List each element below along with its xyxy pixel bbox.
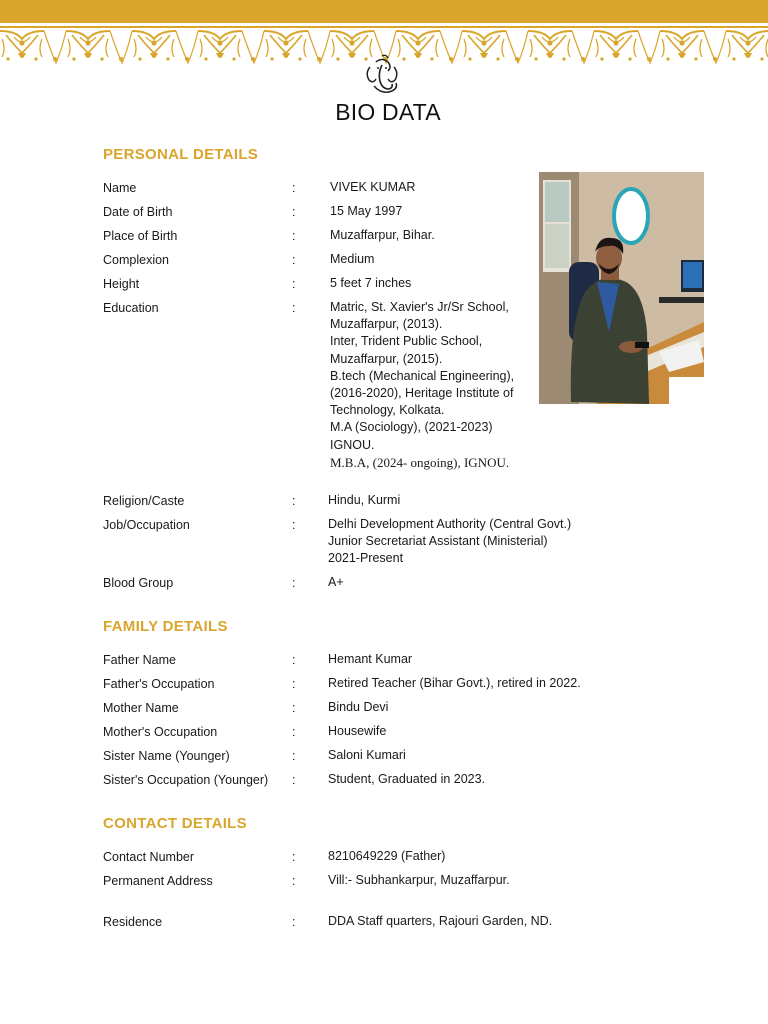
education-line: IGNOU. (330, 437, 375, 452)
field-label-mother-occupation: Mother's Occupation (103, 725, 218, 739)
field-label-complexion: Complexion (103, 253, 170, 267)
field-label-height: Height (103, 277, 140, 291)
field-value-blood-group: A+ (328, 575, 344, 589)
field-value-sister-name: Saloni Kumari (328, 748, 406, 762)
field-separator: : (292, 677, 296, 691)
education-line: Matric, St. Xavier's Jr/Sr School, (330, 300, 509, 314)
education-line: Technology, Kolkata. (330, 403, 445, 418)
field-value-mother-occupation: Housewife (328, 724, 387, 738)
field-label-father-name: Father Name (103, 653, 176, 667)
field-separator: : (292, 301, 296, 315)
section-heading-family: FAMILY DETAILS (103, 618, 228, 635)
education-line: M.B.A, (2024- ongoing), IGNOU. (330, 454, 510, 470)
education-line: Muzaffarpur, (2015). (330, 351, 443, 366)
field-label-father-occupation: Father's Occupation (103, 677, 215, 691)
field-label-sister-occupation: Sister's Occupation (Younger) (103, 773, 269, 787)
education-line: Inter, Trident Public School, (330, 334, 483, 349)
section-heading-personal: PERSONAL DETAILS (103, 146, 259, 163)
field-separator: : (292, 773, 296, 787)
field-value-sister-occupation: Student, Graduated in 2023. (328, 772, 486, 786)
field-value-complexion: Medium (330, 252, 375, 266)
field-separator: : (292, 253, 296, 267)
field-value-job (328, 516, 571, 568)
field-separator: : (292, 725, 296, 739)
ganesha-icon (362, 53, 402, 97)
field-label-place-of-birth: Place of Birth (103, 229, 178, 243)
page-title: BIO DATA (335, 99, 441, 125)
field-separator: : (292, 915, 296, 929)
field-label-contact-number: Contact Number (103, 850, 195, 864)
field-value-dob: 15 May 1997 (330, 204, 403, 218)
header-gold-line (0, 26, 768, 28)
field-value-mother-name: Bindu Devi (328, 700, 389, 714)
field-value-father-name: Hemant Kumar (328, 652, 413, 666)
education-line: B.tech (Mechanical Engineering), (330, 368, 515, 383)
field-label-religion: Religion/Caste (103, 494, 185, 508)
field-separator: : (292, 749, 296, 763)
field-value-name: VIVEK KUMAR (330, 180, 416, 194)
field-separator: : (292, 229, 296, 243)
field-value-contact-number: 8210649229 (Father) (328, 849, 446, 863)
field-value-place-of-birth: Muzaffarpur, Bihar. (330, 228, 435, 242)
field-label-education: Education (103, 301, 159, 315)
field-label-blood-group: Blood Group (103, 576, 174, 590)
field-separator: : (292, 701, 296, 715)
field-separator: : (292, 205, 296, 219)
field-label-job: Job/Occupation (103, 518, 190, 532)
field-separator: : (292, 518, 296, 532)
field-label-mother-name: Mother Name (103, 701, 179, 715)
field-label-sister-name: Sister Name (Younger) (103, 749, 230, 763)
job-line: 2021-Present (328, 551, 404, 566)
field-value-height: 5 feet 7 inches (330, 276, 412, 290)
header-gold-bar (0, 0, 768, 23)
field-separator: : (292, 576, 296, 590)
field-value-father-occupation: Retired Teacher (Bihar Govt.), retired in 2022. (328, 676, 581, 690)
field-separator: : (292, 850, 296, 864)
field-separator: : (292, 874, 296, 888)
field-value-residence: DDA Staff quarters, Rajouri Garden, ND. (328, 914, 553, 928)
field-value-religion: Hindu, Kurmi (328, 493, 401, 507)
field-label-permanent-address: Permanent Address (103, 874, 213, 888)
profile-photo (539, 172, 704, 404)
field-value-permanent-address: Vill:- Subhankarpur, Muzaffarpur. (328, 873, 510, 887)
education-line: Muzaffarpur, (2013). (330, 317, 443, 332)
field-label-residence: Residence (103, 915, 163, 929)
field-separator: : (292, 181, 296, 195)
section-heading-contact: CONTACT DETAILS (103, 815, 247, 832)
field-separator: : (292, 494, 296, 508)
field-separator: : (292, 653, 296, 667)
education-line: M.A (Sociology), (2021-2023) (330, 420, 493, 435)
job-line: Junior Secretariat Assistant (Ministerial) (328, 534, 548, 549)
field-value-education (330, 299, 514, 471)
field-label-dob: Date of Birth (103, 205, 173, 219)
field-label-name: Name (103, 181, 137, 195)
field-separator: : (292, 277, 296, 291)
education-line: (2016-2020), Heritage Institute of (330, 386, 514, 401)
job-line: Delhi Development Authority (Central Govt.) (328, 517, 572, 531)
